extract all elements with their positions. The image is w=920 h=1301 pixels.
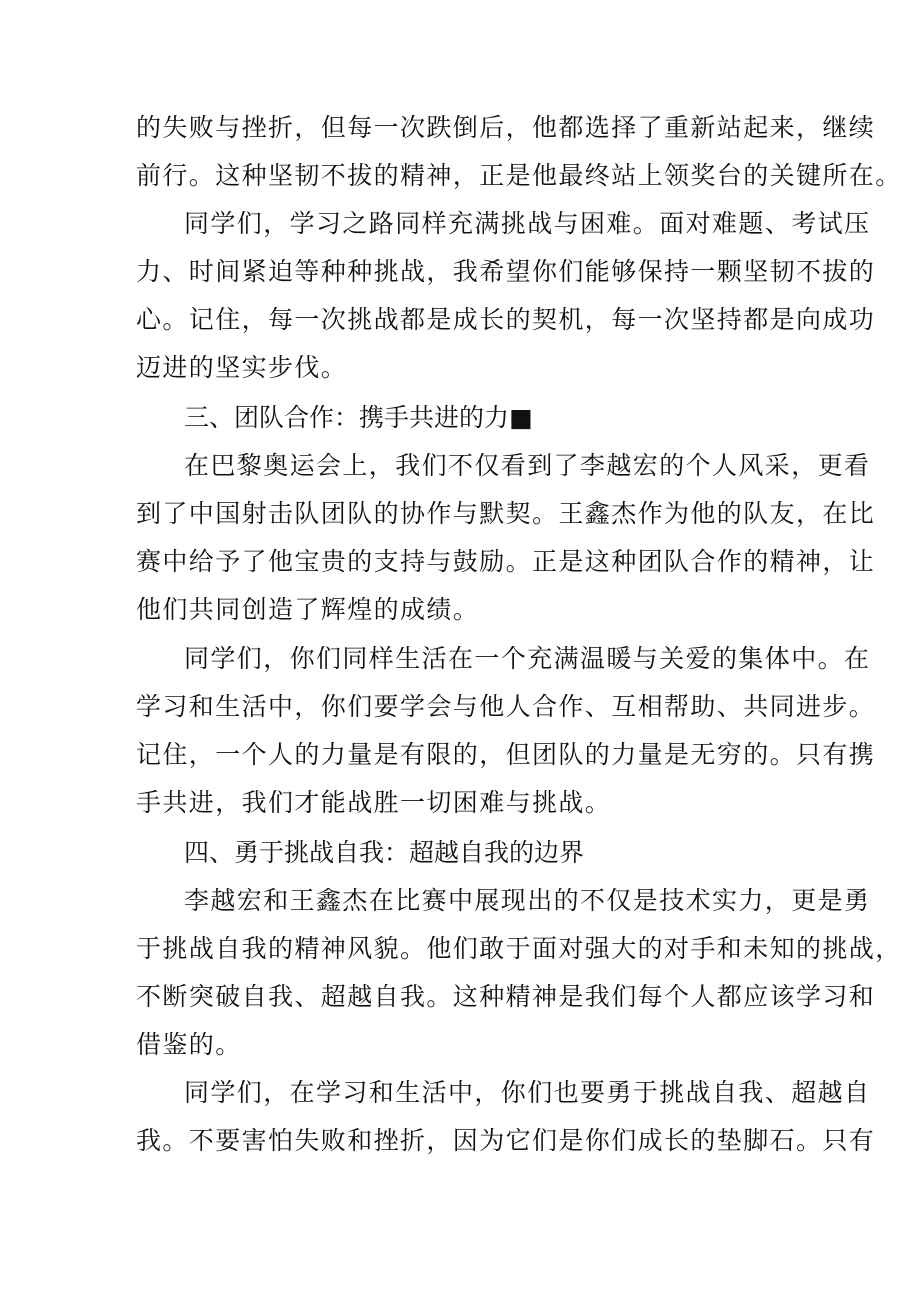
- paragraph-line: 李越宏和王鑫杰在比赛中展现出的不仅是技术实力，更是勇: [184, 886, 871, 915]
- paragraph-line: 他们共同创造了辉煌的成绩。: [136, 595, 480, 624]
- section-heading-3: 三、团队合作：携手共进的力■: [184, 403, 533, 432]
- paragraph-line: 学习和生活中，你们要学会与他人合作、互相帮助、共同进步。: [136, 692, 876, 721]
- paragraph-line: 记住，一个人的力量是有限的，但团队的力量是无穷的。只有携: [136, 740, 876, 769]
- paragraph-line: 力、时间紧迫等种种挑战，我希望你们能够保持一颗坚韧不拔的: [136, 257, 876, 286]
- paragraph-line: 手共进，我们才能战胜一切困难与挑战。: [136, 788, 612, 817]
- paragraph-line: 于挑战自我的精神风貌。他们敢于面对强大的对手和未知的挑战，: [136, 934, 902, 963]
- paragraph-line: 同学们，学习之路同样充满挑战与困难。面对难题、考试压: [184, 209, 871, 238]
- section-heading-4: 四、勇于挑战自我：超越自我的边界: [184, 838, 585, 867]
- paragraph-line: 的失败与挫折，但每一次跌倒后，他都选择了重新站起来，继续: [136, 113, 876, 142]
- paragraph-line: 不断突破自我、超越自我。这种精神是我们每个人都应该学习和: [136, 982, 876, 1011]
- paragraph-line: 我。不要害怕失败和挫折，因为它们是你们成长的垫脚石。只有: [136, 1126, 876, 1155]
- paragraph-line: 同学们，在学习和生活中，你们也要勇于挑战自我、超越自: [184, 1078, 871, 1107]
- paragraph-line: 到了中国射击队团队的协作与默契。王鑫杰作为他的队友，在比: [136, 499, 876, 528]
- paragraph-line: 同学们，你们同样生活在一个充满温暖与关爱的集体中。在: [184, 644, 871, 673]
- paragraph-line: 前行。这种坚韧不拔的精神，正是他最终站上领奖台的关键所在。: [136, 161, 902, 190]
- paragraph-line: 心。记住，每一次挑战都是成长的契机，每一次坚持都是向成功: [136, 305, 876, 334]
- paragraph-line: 在巴黎奥运会上，我们不仅看到了李越宏的个人风采，更看: [184, 451, 871, 480]
- paragraph-line: 赛中给予了他宝贵的支持与鼓励。正是这种团队合作的精神，让: [136, 547, 876, 576]
- paragraph-line: 迈进的坚实步伐。: [136, 353, 348, 382]
- paragraph-line: 借鉴的。: [136, 1030, 242, 1059]
